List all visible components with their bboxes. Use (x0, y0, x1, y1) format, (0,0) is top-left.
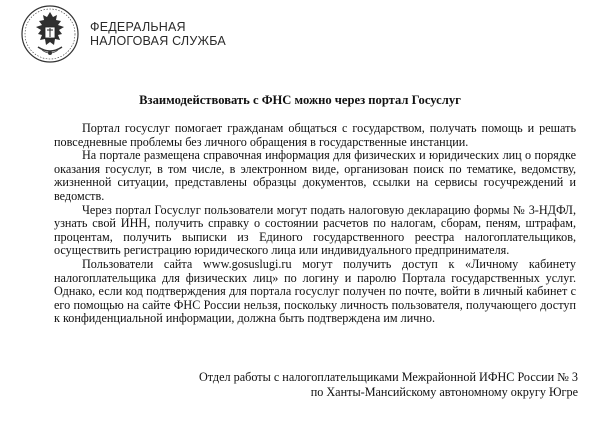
emblem-icon (20, 3, 80, 65)
paragraph-2: На портале размещена справочная информация для физических и юридических лиц о порядке оказания госуслуг, в том числе, в электронном виде, организован поиск по тематике, ведомству, жизненной ситуации, представлены образцы документов, ссылки на сервисы госучреждений и ведомств. (54, 148, 576, 203)
document-body (54, 122, 576, 326)
signature-block (138, 370, 578, 399)
header-logo-block (20, 3, 226, 65)
signature-line-1: Отдел работы с налогоплательщиками Межрайонной ИФНС России № 3 (198, 370, 578, 384)
paragraph-3: Через портал Госуслуг пользователи могут подать налоговую декларацию формы № 3-НДФЛ, узнать свой ИНН, получить справку о состоянии расчетов по налогам, сборам, пеням, штрафам, процентам, получить выписки из Единого государственного реестра налогоплательщиков, осуществить регистрацию юридического лица или индивидуального предпринимателя. (54, 202, 576, 258)
org-name-line2: НАЛОГОВАЯ СЛУЖБА (90, 34, 226, 48)
signature-line-2: по Ханты-Мансийскому автономному округу Югре (310, 384, 578, 399)
paragraph-1: Портал госуслуг помогает гражданам общаться с государством, получать помощь и решать повседневные проблемы без личного обращения в государственные инстанции. (54, 121, 576, 149)
document-title: Взаимодействовать с ФНС можно через портал Госуслуг (139, 93, 461, 107)
paragraph-4: Пользователи сайта www.gosuslugi.ru могут получить доступ к «Личному кабинету налогоплательщика для физических лиц» по логину и паролю Портала государственных услуг. Однако, если код подтверждения для портала госуслуг получен по почте, войти в личный кабинет с его помощью на сайте ФНС России нельзя, поскольку личность пользователя, получающего доступ к конфиденциальной информации, должна быть подтверждена им лично. (54, 256, 576, 326)
organization-name (90, 20, 226, 48)
org-name-line1: ФЕДЕРАЛЬНАЯ (90, 20, 186, 34)
